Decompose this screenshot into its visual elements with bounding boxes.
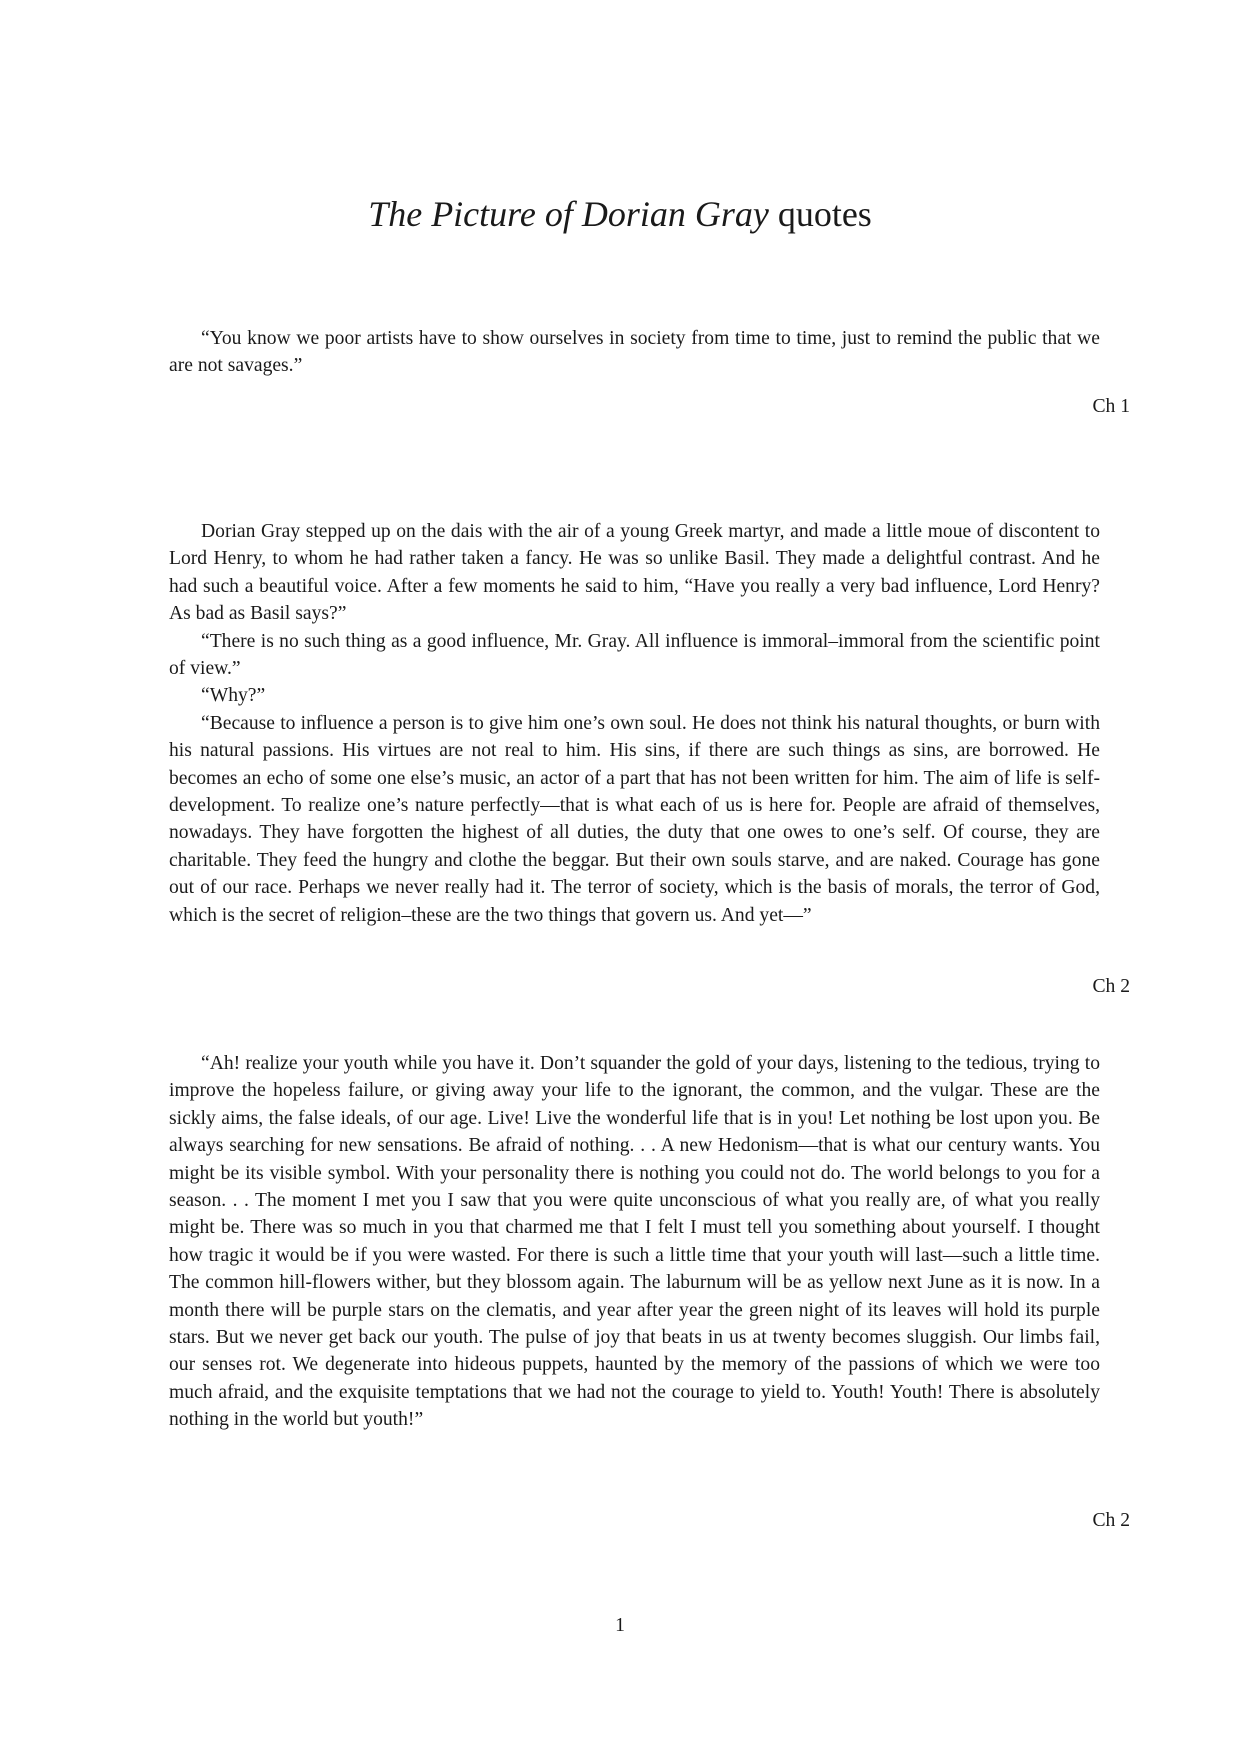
quote-paragraph: “There is no such thing as a good influence, Mr. Gray. All influence is immoral–immoral from the scientific point of view.” (169, 630, 1100, 680)
quote-paragraph: “Why?” (201, 685, 266, 707)
book-title: The Picture of Dorian Gray (368, 194, 769, 234)
quote-paragraph: “Because to influence a person is to give him one’s own soul. He does not think his natural thoughts, or burn with his natural passions. His virtues are not real to him. His sins, if there are such things as sins, are borrowed. He becomes an echo of some one else’s music, an actor of a part that has not been written for him. The aim of life is self-development. To realize one’s nature perfectly—that is what each of us is here for. People are afraid of themselves, nowadays. They have forgotten the highest of all duties, the duty that one owes to one’s self. Of course, they are charitable. They feed the hungry and clothe the beggar. But their own souls starve, and are naked. Courage has gone out of our race. Perhaps we never really had it. The terror of society, which is the basis of morals, the terror of God, which is the secret of religion–these are the two things that govern us. And yet—” (169, 712, 1100, 926)
quote-paragraph: Dorian Gray stepped up on the dais with the air of a young Greek martyr, and made a little moue of discontent to Lord Henry, to whom he had rather taken a fancy. He was so unlike Basil. They made a delightful contrast. And he had such a beautiful voice. After a few moments he said to him, “Have you really a very bad influence, Lord Henry? As bad as Basil says?” (169, 521, 1100, 625)
quote-paragraph: “You know we poor artists have to show ourselves in society from time to time, just to remind the public that we are not savages.” (169, 328, 1100, 377)
quote-block-3 (169, 1050, 1100, 1434)
chapter-reference-3: Ch 2 (1092, 1510, 1130, 1531)
page-number: 1 (615, 1615, 625, 1636)
title-suffix: quotes (768, 194, 872, 234)
quote-paragraph: “Ah! realize your youth while you have it. Don’t squander the gold of your days, listening to the tedious, trying to improve the hopeless failure, or giving away your life to the ignorant, the common, and the vulgar. These are the sickly aims, the false ideals, of our age. Live! Live the wonderful life that is in you! Let nothing be lost upon you. Be always searching for new sensations. Be afraid of nothing. . . A new Hedonism—that is what our century wants. You might be its visible symbol. With your personality there is nothing you could not do. The world belongs to you for a season. . . The moment I met you I saw that you were quite unconscious of what you really are, of what you really might be. There was so much in you that charmed me that I felt I must tell you something about yourself. I thought how tragic it would be if you were wasted. For there is such a little time that your youth will last—such a little time. The common hill-flowers wither, but they blossom again. The laburnum will be as yellow next June as it is now. In a month there will be purple stars on the clematis, and year after year the green night of its leaves will hold its purple stars. But we never get back our youth. The pulse of joy that beats in us at twenty becomes sluggish. Our limbs fail, our senses rot. We degenerate into hideous puppets, haunted by the memory of the passions of which we were too much afraid, and the exquisite temptations that we had not the courage to yield to. Youth! Youth! There is absolutely nothing in the world but youth!” (169, 1053, 1100, 1431)
chapter-reference-1: Ch 1 (1092, 396, 1130, 417)
quote-block-1 (169, 325, 1100, 380)
quote-block-2 (169, 518, 1100, 929)
chapter-reference-2: Ch 2 (1092, 976, 1130, 997)
page-title (0, 192, 1240, 236)
